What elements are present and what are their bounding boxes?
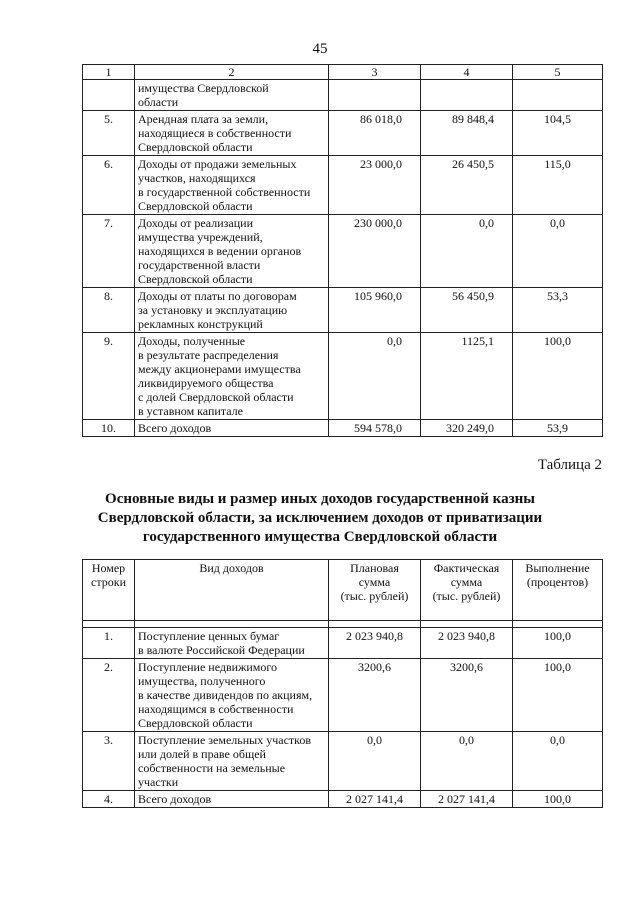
completion-percent: 53,9 [513, 420, 603, 437]
planned-amount: 594 578,0 [329, 420, 421, 437]
cell-line: рекламных конструкций [138, 317, 263, 331]
cell-line: Всего доходов [138, 792, 212, 806]
cell-line: Вид доходов [199, 561, 264, 575]
planned-amount: 86 018,0 [329, 111, 421, 156]
table-row [83, 659, 603, 732]
actual-amount [421, 80, 513, 111]
table1-body [83, 65, 603, 437]
table-row [83, 111, 603, 156]
table2-body [83, 621, 603, 808]
actual-amount: 2 023 940,8 [421, 628, 513, 659]
header-spacer [83, 621, 603, 628]
spacer-cell [421, 621, 513, 628]
planned-amount: 23 000,0 [329, 156, 421, 215]
cell-line: Поступление земельных участков [138, 733, 312, 747]
cell-line: Поступление ценных бумаг [138, 629, 280, 643]
table-row [83, 215, 603, 288]
table-label: Таблица 2 [537, 457, 602, 473]
completion-percent [513, 80, 603, 111]
cell-line: находящиеся в собственности [138, 126, 292, 140]
cell-line: Номер [91, 561, 126, 575]
actual-amount: 89 848,4 [421, 111, 513, 156]
spacer-cell [135, 621, 329, 628]
row-number: 8. [83, 288, 135, 333]
cell-line: ликвидируемого общества [138, 376, 274, 390]
actual-amount: 3200,6 [421, 659, 513, 732]
planned-amount: 0,0 [329, 333, 421, 420]
cell-line: участки [138, 775, 179, 789]
cell-line: Доходы, полученные [138, 334, 246, 348]
actual-amount: 2 027 141,4 [421, 791, 513, 808]
row-number: 6. [83, 156, 135, 215]
cell-line: находящимся в собственности [138, 702, 294, 716]
table1-column-number-row [83, 65, 603, 80]
row-number: 1. [83, 628, 135, 659]
cell-line: (тыс. рублей) [432, 589, 501, 603]
actual-amount: 0,0 [421, 732, 513, 791]
cell-line: имущества учреждений, [138, 230, 263, 244]
income-type [135, 288, 329, 333]
cell-line: Поступление недвижимого [138, 660, 277, 674]
column-number: 3 [329, 65, 421, 80]
cell-line: Выполнение [525, 561, 590, 575]
cell-line: Доходы от продажи земельных [138, 157, 297, 171]
page-number: 45 [312, 41, 328, 57]
income-type [135, 156, 329, 215]
column-header [135, 560, 329, 621]
table-row [83, 333, 603, 420]
income-type [135, 659, 329, 732]
table-row [83, 628, 603, 659]
cell-line: в уставном капитале [138, 404, 243, 418]
row-number: 2. [83, 659, 135, 732]
income-type [135, 420, 329, 437]
cell-line: с долей Свердловской области [138, 390, 294, 404]
table2-heading [60, 490, 580, 547]
planned-amount: 2 027 141,4 [329, 791, 421, 808]
table-row [83, 156, 603, 215]
cell-line: Фактическая [433, 561, 500, 575]
column-header [513, 560, 603, 621]
completion-percent: 100,0 [513, 659, 603, 732]
spacer-cell [83, 621, 135, 628]
other-income-table [82, 559, 603, 808]
row-number: 9. [83, 333, 135, 420]
table-row [83, 288, 603, 333]
cell-line: в валюте Российской Федерации [138, 643, 305, 657]
heading-line: государственного имущества Свердловской области [142, 529, 498, 545]
column-header [421, 560, 513, 621]
table-row [83, 420, 603, 437]
income-type [135, 111, 329, 156]
column-number: 1 [83, 65, 135, 80]
cell-line: Доходы от реализации [138, 216, 253, 230]
planned-amount: 230 000,0 [329, 215, 421, 288]
completion-percent: 100,0 [513, 333, 603, 420]
completion-percent: 100,0 [513, 791, 603, 808]
planned-amount: 0,0 [329, 732, 421, 791]
heading-line: Основные виды и размер иных доходов государственной казны [105, 491, 535, 507]
actual-amount: 320 249,0 [421, 420, 513, 437]
planned-amount: 3200,6 [329, 659, 421, 732]
table2-header-row [83, 560, 603, 621]
cell-line: Свердловской области [138, 199, 253, 213]
cell-line: имущества, полученного [138, 674, 266, 688]
heading-line: Свердловской области, за исключением доходов от приватизации [97, 510, 543, 526]
cell-line: в качестве дивидендов по акциям, [138, 688, 313, 702]
completion-percent: 104,5 [513, 111, 603, 156]
cell-line: строки [91, 575, 126, 589]
column-number: 4 [421, 65, 513, 80]
cell-line: Всего доходов [138, 421, 212, 435]
income-type [135, 732, 329, 791]
row-number: 7. [83, 215, 135, 288]
spacer-cell [513, 621, 603, 628]
cell-line: Доходы от платы по договорам [138, 289, 297, 303]
cell-line: государственной власти [138, 258, 261, 272]
table-row [83, 732, 603, 791]
income-type [135, 628, 329, 659]
cell-line: Свердловской области [138, 716, 253, 730]
cell-line: области [138, 95, 179, 109]
completion-percent: 115,0 [513, 156, 603, 215]
actual-amount: 56 450,9 [421, 288, 513, 333]
cell-line: Плановая [350, 561, 399, 575]
completion-percent: 53,3 [513, 288, 603, 333]
planned-amount: 2 023 940,8 [329, 628, 421, 659]
income-type [135, 791, 329, 808]
planned-amount: 105 960,0 [329, 288, 421, 333]
cell-line: (тыс. рублей) [340, 589, 409, 603]
cell-line: в государственной собственности [138, 185, 311, 199]
cell-line: или долей в праве общей [138, 747, 266, 761]
cell-line: находящихся в ведении органов [138, 244, 302, 258]
completion-percent: 0,0 [513, 732, 603, 791]
completion-percent: 0,0 [513, 215, 603, 288]
row-number [83, 80, 135, 111]
table-row [83, 80, 603, 111]
cell-line: имущества Свердловской [138, 81, 269, 95]
cell-line: Свердловской области [138, 272, 253, 286]
spacer-cell [329, 621, 421, 628]
completion-percent: 100,0 [513, 628, 603, 659]
table-row [83, 791, 603, 808]
column-number: 2 [135, 65, 329, 80]
row-number: 3. [83, 732, 135, 791]
cell-line: собственности на земельные [138, 761, 286, 775]
cell-line: сумма [450, 575, 483, 589]
planned-amount [329, 80, 421, 111]
actual-amount: 26 450,5 [421, 156, 513, 215]
cell-line: участков, находящихся [138, 171, 256, 185]
row-number: 4. [83, 791, 135, 808]
row-number: 5. [83, 111, 135, 156]
cell-line: Свердловской области [138, 140, 253, 154]
cell-line: в результате распределения [138, 348, 279, 362]
income-type [135, 333, 329, 420]
row-number: 10. [83, 420, 135, 437]
column-header [83, 560, 135, 621]
actual-amount: 0,0 [421, 215, 513, 288]
cell-line: Арендная плата за земли, [138, 112, 269, 126]
cell-line: (процентов) [526, 575, 589, 589]
income-table-continued [82, 64, 603, 437]
actual-amount: 1125,1 [421, 333, 513, 420]
income-type [135, 80, 329, 111]
cell-line: за установку и эксплуатацию [138, 303, 288, 317]
cell-line: сумма [358, 575, 391, 589]
cell-line: между акционерами имущества [138, 362, 301, 376]
column-header [329, 560, 421, 621]
income-type [135, 215, 329, 288]
column-number: 5 [513, 65, 603, 80]
